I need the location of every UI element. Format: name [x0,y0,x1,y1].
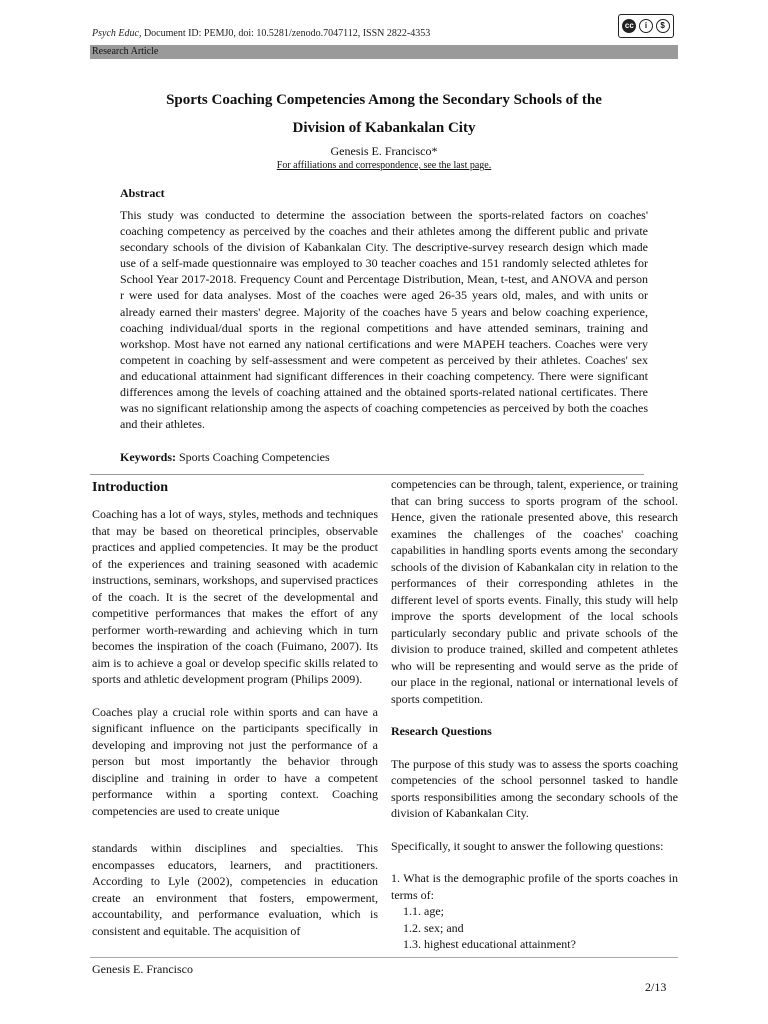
paper-title [90,86,678,142]
running-header [92,28,430,39]
question-1-3: 1.3. highest educational attainment? [403,937,576,951]
footer-divider [90,957,678,958]
intro-paragraph-3: standards within disciplines and specialties. This encompasses educators, learners, and practitioners. According to Lyle (2002), competencies in education create an environment that fosters, empowerment, accountability, and performance evaluation, which is consistent and equitable. The acquisition of [92,841,378,938]
abstract-body: This study was conducted to determine the association between the sports-related factors on coaches' coaching competency as perceived by the coaches and their athletes among the different public and private secondary schools of the division of Kabankalan City. The descriptive-survey research design which made use of a self-made questionnaire was employed to 30 teacher coaches and 151 randomly selected athletes for School Year 2017-2018. Frequency Count and Percentage Distribution, Mean, t-test, and ANOVA and person r were used for data analyses. Most of the coaches were aged 26-35 years old, males, and with units or already earned their masters' degree. Majority of the coaches have 5 years and below coaching experience, coaching individual/dual sports in the regional competitions and have attended seminars, training and workshop. Most have not earned any national certifications and were MAPEH teachers. Coaches were very competent in coaching by self-assessment and were competent as perceived by their athletes. Coaches' sex and educational attainment had significant differences in their coaching competency. There were significant differences among the levels of coaching attained and the obtained sports-related national certificates. There was no significant relationship among the aspects of coaching competencies as perceived by both the coaches and their athletes. [120,208,648,432]
rq-paragraph-1: The purpose of this study was to assess the sports coaching competencies of the school personnel tasked to handle sports responsibilities among the secondary schools of the division of Kabankalan City. [391,756,678,820]
title-line-2: Division of Kabankalan City [292,120,476,136]
keywords-value: Sports Coaching Competencies [176,450,330,464]
intro-paragraph-4: competencies can be through, talent, experience, or training that can bring success to sports program of the school. Hence, given the rationale presented above, this research examines the challenges of the coaches' coaching capabilities in handling sports events among the secondary schools of the division of Kabankalan city in relation to the performances of their corresponding athletes in the different level of sports events. Finally, this study will help improve the sports development of the local schools particularly secondary public and private schools of the division to produce trained, skilled and competent athletes who will be representing and would serve as the pride of our place in the regional, national or international levels of sports competition. [391,477,678,706]
page-number: 2/13 [645,980,667,994]
cc-icon: cc [622,19,636,33]
author-name: Genesis E. Francisco* [330,144,438,158]
intro-paragraph-1: Coaching has a lot of ways, styles, methods and techniques that may be based on theoretical principles, observable practices and applied competencies. It may be the product of the experiences and training seasoned with academic instructions, seminars, workshops, and supervised practices of the coach. It is the secret of the developmental and competitive performances that makes the effort of any performer worth-rewarding and achieving which in turn becomes the inspiration of the coach (Fuimano, 2007). Its aim is to achieve a goal or develop specific skills related to sports and athletic development program (Philips 2009). [92,507,378,686]
keywords-label: Keywords: [120,450,176,464]
article-type-bar: Research Article [90,45,678,59]
left-column-bottom [92,840,378,939]
intro-paragraph-2: Coaches play a crucial role within sports and can have a significant influence on the participants specifically in developing and improving not just the performance of a person but most importantly the behavior through discipline and training in order to have a competent performance within a sporting context. Coaching competencies are used to create unique [92,704,378,818]
journal-name: Psych Educ [92,28,139,39]
noncommercial-icon: $ [656,19,670,33]
question-1: 1. What is the demographic profile of the sports coaches in terms of: [391,871,678,902]
attribution-icon: i [639,19,653,33]
keywords-line [120,450,330,465]
creative-commons-license-badge[interactable] [618,14,674,38]
research-questions-heading: Research Questions [391,724,492,738]
citation-info: , Document ID: PEMJ0, doi: 10.5281/zenodo.7047112, ISSN 2822-4353 [138,28,431,39]
introduction-heading: Introduction [92,480,168,495]
footer-author: Genesis E. Francisco [92,962,193,976]
affiliation-link[interactable]: For affiliations and correspondence, see the last page. [276,160,492,171]
title-line-1: Sports Coaching Competencies Among the Secondary Schools of the [166,92,602,108]
question-1-1: 1.1. age; [403,904,444,918]
left-column-top [92,506,378,819]
right-column [391,476,678,953]
abstract-heading: Abstract [120,186,165,200]
section-divider [90,474,644,475]
question-1-2: 1.2. sex; and [403,920,464,935]
rq-paragraph-2: Specifically, it sought to answer the following questions: [391,838,664,853]
